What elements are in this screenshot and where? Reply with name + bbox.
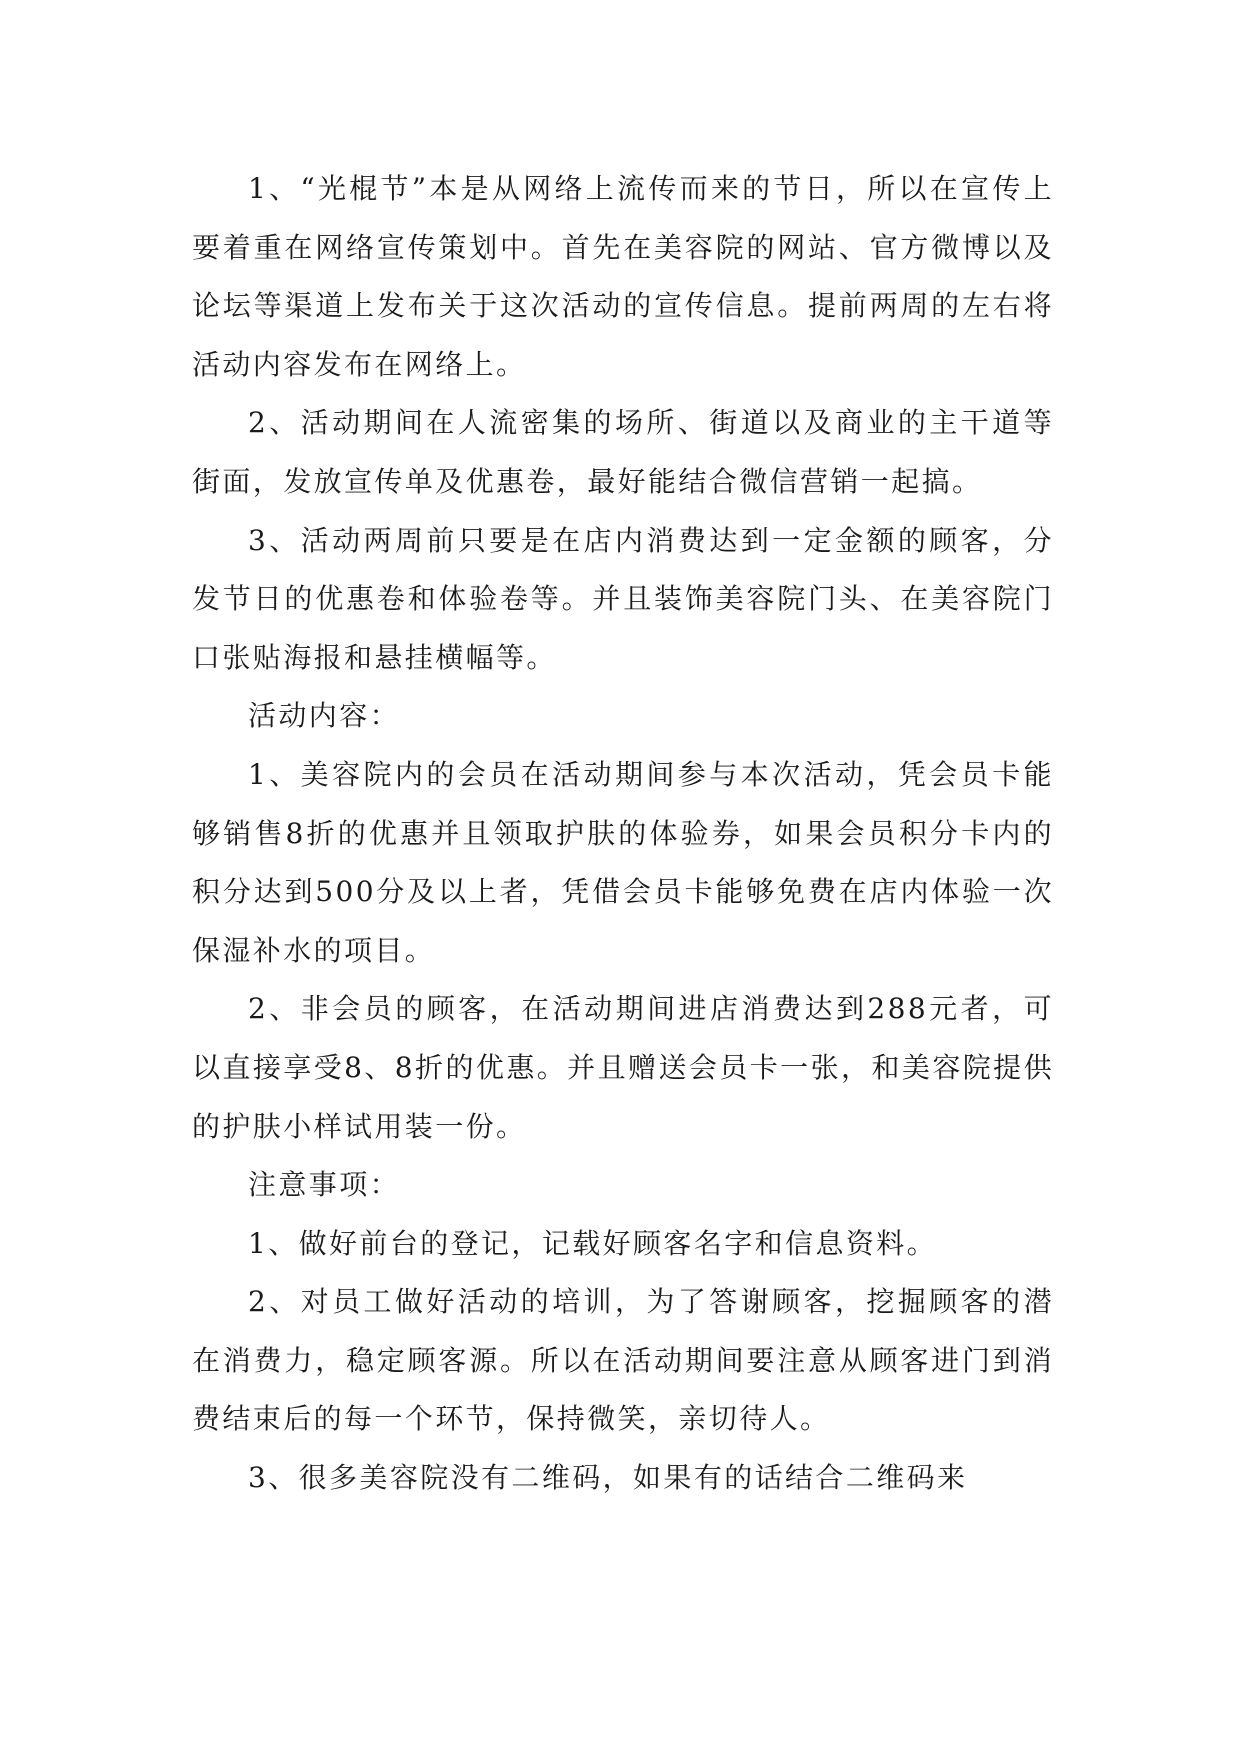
- paragraph-notes-training: 2、对员工做好活动的培训，为了答谢顾客，挖掘顾客的潜在消费力，稳定顾客源。所以在活动期间要注意从顾客进门到消费结束后的每一个环节，保持微笑，亲切待人。: [192, 1285, 1054, 1436]
- paragraph-notes-registration: 1、做好前台的登记，记载好顾客名字和信息资料。: [248, 1226, 938, 1260]
- section-heading-content: 活动内容：: [248, 699, 401, 733]
- paragraph-promo-street: 2、活动期间在人流密集的场所、街道以及商业的主干道等街面，发放宣传单及优惠卷，最好能结合微信营销一起搞。: [192, 406, 1054, 498]
- paragraph-content-members: 1、美容院内的会员在活动期间参与本次活动，凭会员卡能够销售8折的优惠并且领取护肤的体验券，如果会员积分卡内的积分达到500分及以上者，凭借会员卡能够免费在店内体验一次保湿补水的项目。: [192, 757, 1054, 967]
- section-heading-notes: 注意事项：: [248, 1168, 401, 1202]
- document-body: [192, 160, 1054, 1508]
- paragraph-notes-qrcode: 3、很多美容院没有二维码，如果有的话结合二维码来: [248, 1461, 968, 1495]
- paragraph-promo-online: 1、“光棍节”本是从网络上流传而来的节日，所以在宣传上要着重在网络宣传策划中。首先在美容院的网站、官方微博以及论坛等渠道上发布关于这次活动的宣传信息。提前两周的左右将活动内容发布在网络上。: [192, 172, 1054, 381]
- paragraph-content-nonmembers: 2、非会员的顾客，在活动期间进店消费达到288元者，可以直接享受8、8折的优惠。并且赠送会员卡一张，和美容院提供的护肤小样试用装一份。: [192, 992, 1054, 1143]
- paragraph-promo-store: 3、活动两周前只要是在店内消费达到一定金额的顾客，分发节日的优惠卷和体验卷等。并且装饰美容院门头、在美容院门口张贴海报和悬挂横幅等。: [192, 523, 1054, 674]
